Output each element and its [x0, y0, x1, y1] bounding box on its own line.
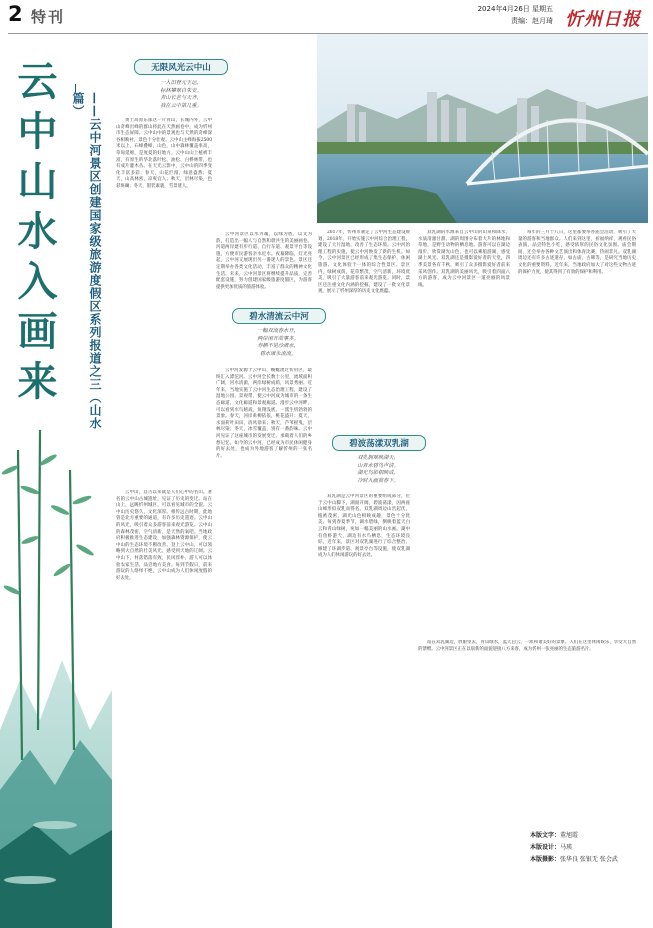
article-text: 双乳湖的水源来自云中山的山泉和降水，水质清澈甘甜。湖的周围分布着大片的林地和草地，是野生动物的栖息地。游客可以在湖边漫步，欣赏湖光山色，也可以乘船游湖，感受湖上风光。双乳湖还是摄影爱好者的天堂，四季美景各有千秋，吸引了众多摄影爱好者前来采风创作。双乳湖的美丽风光，吸引着四面八方的游客，成为云中河景区一道亮丽的风景线。 — [418, 230, 510, 288]
vertical-subtitle: ——云中河景区创建国家级旅游度假区系列报道之三（山水篇） — [71, 92, 102, 430]
article-column — [116, 490, 212, 820]
poem-line: 青山长老与天齐， — [160, 95, 202, 101]
article-column — [318, 230, 410, 410]
poem-line: 标林攀翠自朱安。 — [160, 87, 202, 94]
article-text: 黄土高原东部这一片青山，长城内外，云中山奇峰出峰的群山将此在天然画卷中，成为忻州市生态屏障。云中山中的景观也与天然的奇峰深谷相映衬，景色十分壮观。云中山主峰海拔2500米以上，石峰叠嶂，山色，山中森林覆盖率高，草甸延绵，是度夏的好地方。云中山山上植被丰富，有原生的华北落叶松、油松、白桦林带，也有成片灌木丛。在天光云影中，云中山的四季变化丰富多彩：春天，山花烂漫，绿意盎然；夏天，山高林密，凉爽宜人；秋天，层林尽染，色彩斑斓；冬天，银装素裹，雪景迷人。 — [116, 118, 212, 189]
section-name: 特刊 — [31, 8, 66, 26]
credit-value: 马瑛 — [560, 844, 573, 851]
poem-2 — [228, 328, 328, 358]
poem-line: 碧水康永流流。 — [259, 350, 297, 357]
editor-line: 责编：赵月琦 — [511, 17, 553, 25]
poem-line: 湖光鸟影相映成， — [357, 470, 399, 476]
poem-line: 一入旧登元王运， — [160, 80, 202, 86]
city-river-photo — [317, 34, 648, 223]
section-heading-yunzhong-mountain: 无限风光云中山 — [134, 59, 228, 75]
date-line: 2024年4月26日 星期五 — [477, 5, 553, 13]
paper-logo: 忻州日报 — [565, 9, 641, 30]
credit-label: 本版摄影： — [530, 856, 561, 863]
article-column — [216, 232, 312, 304]
poem-line: 山青水碧鸟声清。 — [357, 462, 399, 469]
poem-line: 冷时入画赏春下。 — [357, 477, 399, 484]
poem-line: 我在云中第几重。 — [160, 102, 202, 109]
poem-line: 双乳拥翠映湖天， — [357, 455, 399, 461]
credit-value: 张华良 张银无 张会武 — [560, 856, 618, 863]
article-text: 2017年，忻州市制定了云中河生态建设规划，2018年，开始实施云中河综合治理工程，建设了大片湿地，改善了生态环境。云中河治理工程的实施，使云中河焕发了新的生机。如今，云中河景区已经形成了集生态保护、休闲旅游、文化体验于一体的综合性景区。景区内，绿树成荫，花草繁茂，空气清新，环境优美，吸引了大量游客前来观光游览。同时，景区还注重文化内涵的挖掘，建设了一批文化景观，展示了忻州深厚的历史文化底蕴。 — [318, 230, 410, 295]
article-text: 双乳湖是云中河景区的重要组成部分，位于云中山脚下，湖面开阔，碧波荡漾，因两座山峰形似双乳而得名。双乳湖周边山峦起伏，植被茂密，湖光山色相映成趣，景色十分优美。每到春夏季节，湖水碧绿，倒映着蓝天白云和青山绿树，宛如一幅美丽的山水画。湖中有鱼虾游弋，湖边有水鸟栖息，生态环境良好。近年来，景区对双乳湖进行了综合整治，修建了环湖步道、观景亭台等设施，使双乳湖成为人们休闲游玩的好去处。 — [318, 494, 410, 559]
credits-block — [530, 830, 618, 866]
article-column — [418, 230, 510, 630]
credit-line — [530, 830, 618, 842]
article-text: 站在双乳湖边，放眼望去，青山绿水，蓝天白云，一派和谐美好的景象。人们在这里休闲娱乐，享受大自然的馈赠。云中河景区正在以崭新的面貌迎接八方来客，成为忻州一张亮丽的生态旅游名片。 — [418, 640, 636, 652]
poem-line: 寿栖不见沙渚水， — [257, 343, 299, 349]
poem-line: 两岸闲开故事多。 — [257, 335, 299, 342]
poem-1 — [126, 80, 236, 110]
mountain-bamboo-illustration — [0, 430, 112, 928]
article-text: 云中河景区以水为魂，以绿为底，以文为韵，打造出一幅人与自然和谐共生的美丽画卷。河道两岸建有步行道、自行车道、观景平台等设施，方便市民游客亲水近水。夜幕降临，灯光亮起，云中河又展现出另一番迷人的景色。景区还定期举办各类文化活动，丰富了群众的精神文化生活。未来，云中河景区将继续提升品质，完善配套设施，努力创建国家级旅游度假区，为游客提供更加优质的旅游体验。 — [216, 232, 312, 290]
article-column — [418, 640, 636, 820]
page-header — [0, 0, 653, 34]
poem-line: 一幅双流春水开， — [257, 328, 299, 334]
article-text: 云中山，自古以来就是人们心中的名山。著名的云中山古城遗址，见证了历史的变迁。站在山上，远眺忻州城区，可以看见城市的全貌。云中山历史悠久，文化深厚。相传远古时期，此地曾是北方重要的通道，有许多历史遗迹。云中山的风光，吸引着众多游客前来观光游览。云中山的森林茂密，空气清新，是天然的氧吧。当地政府积极推进生态建设，加强森林资源保护，使云中山的生态环境不断改善。登上云中山，可以领略到大自然的壮美风光，感受到天地的辽阔。云中山下，村落错落有致，民风淳朴，游人可以体验农家生活，品尝地方美食。每到节假日，前来游玩的人络绎不绝，云中山成为人们休闲度假的好去处。 — [116, 490, 212, 581]
credit-label: 本版文字： — [530, 832, 561, 839]
credit-line — [530, 854, 618, 866]
poem-3 — [328, 455, 428, 485]
calligraphy-title: 云中山水入画来 — [11, 60, 58, 410]
section-heading-shuangru-lake: 碧波荡漾双乳湖 — [332, 435, 426, 451]
page-number: 2 — [8, 2, 23, 26]
article-text: 云中河发源于云中山，蜿蜒流过忻府区，最终汇入滹沱河。云中河全长数十公里，流域面积广阔，河水清澈，两岸绿树成荫，风景秀丽。近年来，当地实施了云中河生态治理工程，建设了湿地公园、景观带，使云中河成为城市的一条生态廊道、文化廊道和景观廊道。漫步云中河畔，可以看到水鸟嬉戏，鱼翔浅底，一派生机勃勃的景象。春天，河岸垂柳依依，桃花盛开；夏天，水面荷叶田田，清风徐来；秋天，芦苇摇曳，层林尽染；冬天，冰雪覆盖，别有一番韵味。云中河见证了这座城市的发展变迁，承载着人们的乡愁记忆。如今的云中河，已经成为市民休闲健身的好去处，也成为外地游客了解忻州的一张名片。 — [216, 368, 312, 459]
credit-value: 董旭霞 — [560, 832, 579, 839]
article-column — [318, 494, 410, 824]
credit-line — [530, 842, 618, 854]
section-heading-yunzhong-river: 碧水清流云中河 — [232, 308, 326, 324]
credit-label: 本版设计： — [530, 844, 561, 851]
article-column — [116, 118, 212, 488]
article-column — [216, 368, 312, 823]
article-column — [518, 230, 636, 630]
article-text: 每年的三月十八日，这里都要举办庙会活动，吸引了大量的游客和当地群众。人们来到这里，祈福纳祥，观看民俗表演，品尝特色小吃，感受浓厚的民俗文化氛围。庙会期间，还会举办各种文艺演出和体育比赛，热闹非凡。双乳湖周边还有许多古迹遗存，如古庙、古碑等，是研究当地历史文化的重要资料。近年来，当地政府加大了对这些文物古迹的保护力度，使其得到了有效的保护和利用。 — [518, 230, 636, 275]
